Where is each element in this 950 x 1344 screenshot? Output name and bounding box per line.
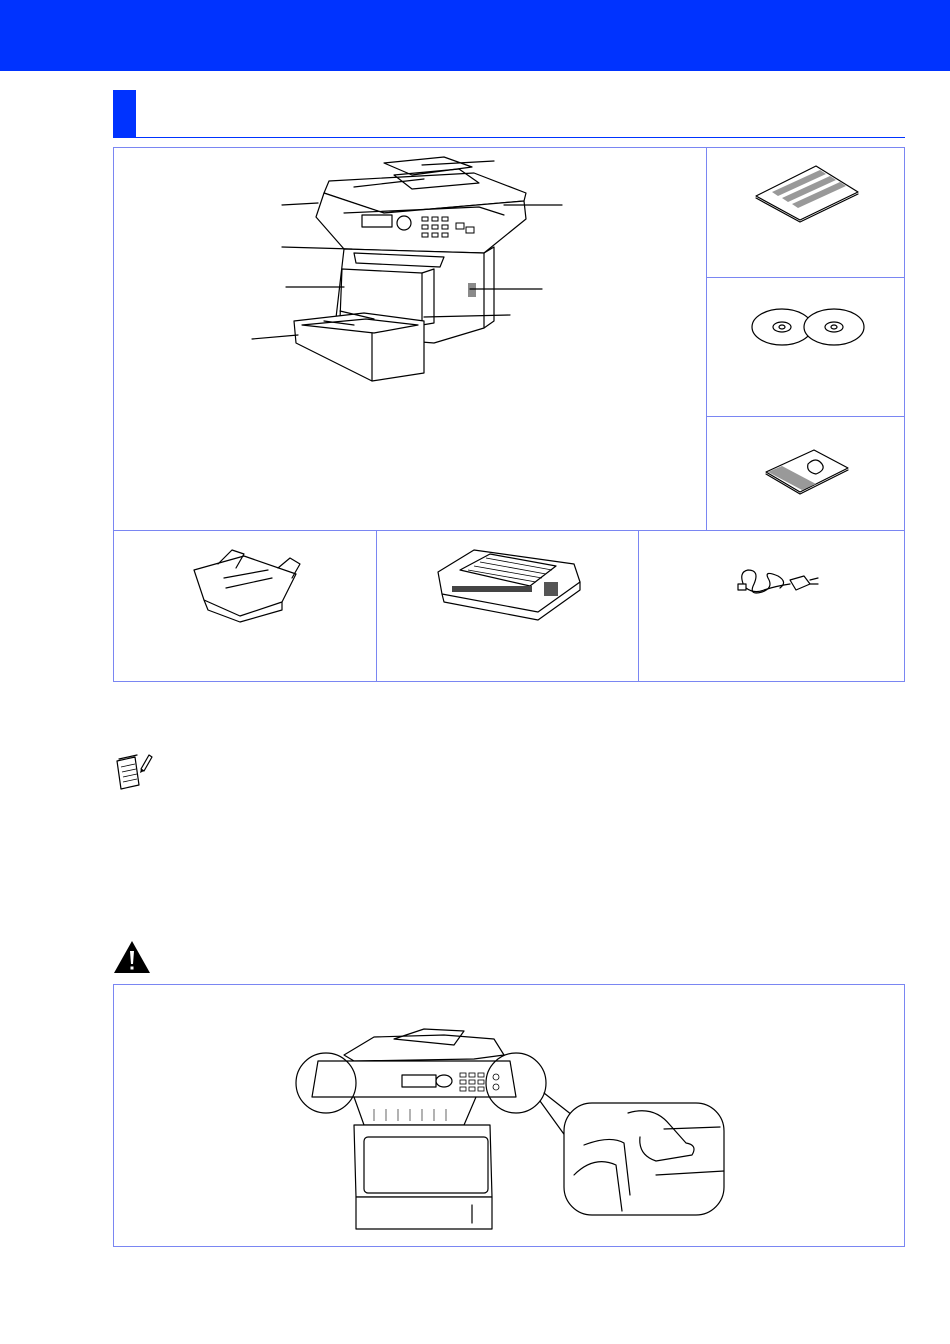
caution-illustration-frame [113,984,905,1247]
warning-triangle-icon [113,940,151,974]
printer-mfc-illustration [244,153,564,393]
divider-side-1 [706,277,904,278]
carton-contents-frame [113,147,905,682]
section-tab [113,90,136,138]
divider-bottom-2 [638,530,639,681]
top-banner [0,0,950,71]
divider-side-column [706,148,707,530]
divider-bottom-1 [376,530,377,681]
cd-rom-pair-icon [750,303,870,353]
quick-setup-guide-booklet-icon [754,162,864,222]
user-guide-booklet-icon [764,448,854,498]
document-support-tray-icon [188,544,308,624]
divider-bottom-row [114,530,904,531]
lifting-machine-handholds-illustration [294,1025,734,1235]
power-cord-icon [734,562,824,602]
section-rule [136,137,905,138]
notepad-pencil-icon [113,753,153,793]
divider-side-2 [706,416,904,417]
drum-unit-toner-cartridge-icon [434,542,584,622]
